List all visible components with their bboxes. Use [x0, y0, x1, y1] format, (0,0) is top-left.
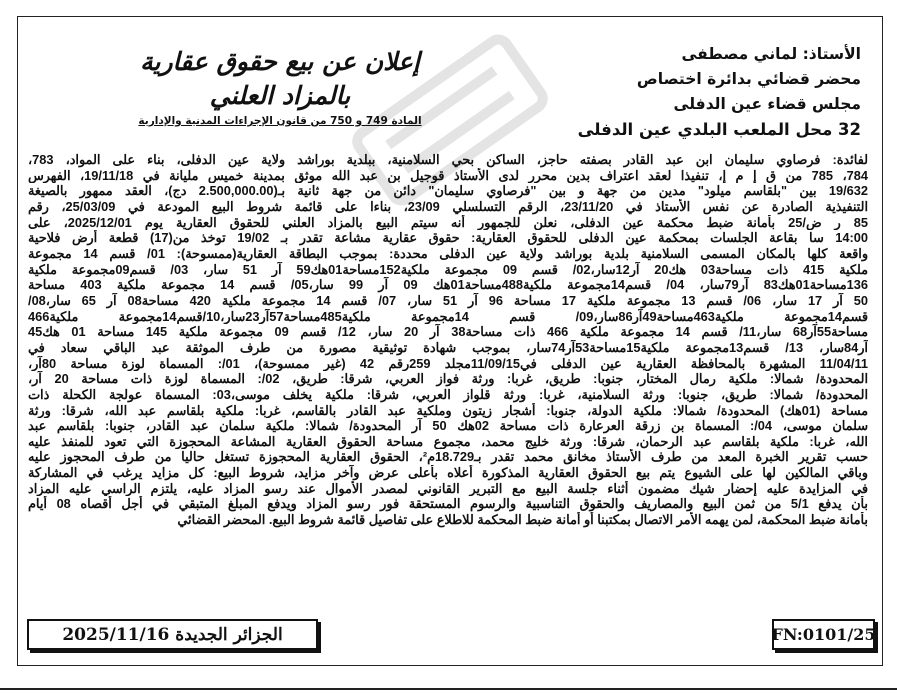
notice-body-line: حسب تقرير الخبرة المعد من طرف الأستاذ مخانق محمد تقدر بـ18.729م²، الحقوق العقارية المحجوزة تستغل حاليا من طرف المحجوز عليه — [28, 449, 868, 465]
court-jurisdiction: مجلس قضاء عين الدفلى — [673, 95, 861, 113]
notice-body-line: 11/04/11 المشهرة بالمحافظة العقارية عين الدفلى في11/09/15مجلد 259رقم 42 (غير ممسوحة)، 01/: المسماة لوزة مساحة 80آر، — [28, 355, 868, 371]
notice-body-line: بأن يدفع 5/1 من ثمن البيع والمصاريف والحقوق التناسبية والرسوم المستحقة فور رسو المزاد ويدفع المبلغ المتبقي في أجل أقصاه 08 أيام — [28, 496, 868, 512]
notice-body-line: سلمان موسى، 04/: المسماة بن زرقة العرعارة ذات مساحة 02هك 50 آر المحدودة/ شمالا: ملكية سلمان عبد القادر، جنوبا: بلقاسم عبد — [28, 418, 868, 434]
notice-title-line1: إعلان عن بيع حقوق عقارية — [140, 47, 420, 76]
notice-body-line: 50 آر 17 سار، 06/ قسم 13 مجموعة ملكية 17 مساحة 96 آر 51 سار، 07/ قسم 14 مجموعة ملكية 420 مساحة08 آر 65 سار،08/ — [28, 292, 868, 308]
notice-body-line: المحدودة/ شمالا: ملكية رمال المختار، جنوبا: طريق، غربا: ورثة فواز العربي، شرقا: طريق، 02/: المسماة لوزة ذات مساحة 20 آر، — [28, 371, 868, 387]
notice-body-line: لفائدة: فرصاوي سليمان ابن عبد القادر بصفته حاجز، الساكن بحي السلامنية، ببلدية بوراشد ولاية عين الدفلى، بناء على المواد، 783، — [28, 152, 868, 167]
bailiff-header — [531, 42, 861, 142]
notice-body-line: وباقي المالكين لها على الشيوع يتم بيع الحقوق العقارية المذكورة أعلاه بأعلى عرض وآخر مزايد، شروط البيع: كل مزايد يرغب في المشاركة — [28, 465, 868, 481]
notice-body-line: مساحة (01هك) المحدودة/ شمالا: ملكية الدولة، جنوبا: أشجار زيتون وملكية عبد القادر بالقاسم، غربا: ملكية بلقاسم عبد الله، شرقا: ورثة — [28, 402, 868, 418]
notice-body-line: آر84سار، 13/ قسم13مجموعة ملكية15مساحة53آر74سار، بموجب شهادة توثيقية مصورة من طرف الموثقة عبد الباقي سعاد في — [28, 339, 868, 355]
notice-body-line: قسم14مجموعة ملكية463مساحة49آر86سار،09/ قسم 14مجموعة ملكية485مساحة57آر23سار،10/قسم14مجموعة ملكية466 — [28, 308, 868, 324]
notice-body-line: بأمانة ضبط المحكمة، لمن يهمه الأمر الاتصال بمكتبنا أو أمانة ضبط المحكمة للاطلاع على تفاصيل قائمة شروط البيع. المحضر القضائي — [177, 512, 868, 528]
notice-body-line: 136مساحة01هك83 آر79سار، 04/ قسم14مجموعة ملكية488مساحة01هك 09 آر 99 سار،05/ قسم 14 مجموعة ملكية 403 مساحة — [28, 277, 868, 293]
notice-body-line: التنفيذية الصادرة عن نفس الأستاذ في 23/11/20، الرقم التسلسلي 23/09، بناءا على قائمة شروط البيع المودعة في 25/03/09، رقم — [28, 198, 868, 214]
bailiff-name: الأستاذ: لماني مصطفى — [681, 45, 861, 63]
bailiff-address: 32 محل الملعب البلدي عين الدفلى — [577, 120, 861, 139]
notice-body — [28, 152, 868, 584]
notice-body-line: 14:00 سا بقاعة الجلسات بمحكمة عين الدفلى للحقوق العقارية: حقوق عقارية مشاعة تقدر بـ 19/02 توخذ من(17) قطعة أرض فلاحية — [28, 230, 868, 246]
notice-body-line: مساحة55آر68 سار،11/ قسم 14 مجموعة ملكية 466 ذات مساحة38 آر 20 سار، 12/ قسم 09 مجموعة ملكية 145 مساحة 01 هك45 — [28, 324, 868, 340]
notice-body-line: 85 ر ض/25 بأمانة ضبط محكمة عين الدفلى، نعلن للجمهور أنه سيتم البيع بالمزاد العلني للحقوق العقارية يوم 2025/12/01، على — [28, 214, 868, 230]
notice-body-line: واقعة كلها بالمكان المسمى السلامنية بلدية بوراشد ولاية عين الدفلى محددة: بموجب البطاقة العقارية(ممسوحة): 01/ قسم 14 مجموعة — [28, 245, 868, 261]
notice-title-block — [105, 45, 455, 127]
notice-body-line: المحدودة/ شمالا: طريق، جنوبا: ورثة السلامنية، غربا: ورثة قلواز العربي، شرقا: ملكية يخلف موسى،03: المسماة عولجة الكحلة ذات — [28, 386, 868, 402]
notice-body-line: 784، 785 من ق إ م إ، تنفيذا لعقد اعتراف بدين محرر لدى الأستاذ قوجيل بن عبد الله موثق بمدينة خميس مليانة في 19/11/18، الفهرس — [28, 167, 868, 183]
notice-body-line: الله، غربا: ملكية بلقاسم عبد الرحمان، شرقا: ورثة خليج محمد، مجموع مساحة الحقوق العقارية المشاعة المحجوزة التي تعود للمنفذ عليه — [28, 433, 868, 449]
bailiff-role: محضر قضائي بدائرة اختصاص — [636, 70, 861, 88]
notice-title-line2: بالمزاد العلني — [209, 81, 351, 110]
page-bottom-rule — [0, 688, 897, 690]
notice-body-line: 19/632 بين "بلقاسم ميلود" مدين من جهة و بين "فرصاوي سليمان" دائن من جهة ثانية بـ(2.500,000.00 دج)، العقد ممهور بالصيغة — [28, 183, 868, 199]
file-number-box: FN:0101/25 — [772, 619, 875, 650]
law-article-reference: المادة 749 و 750 من قانون الإجراءات المدنية والإدارية — [138, 115, 422, 127]
newspaper-date-box: الجزائر الجديدة 2025/11/16 — [27, 619, 318, 650]
notice-body-line: في المزايدة عليه إحضار شيك مضمون أثناء جلسة البيع مع التبرير القانوني لمصدر الأموال عند رسو المزاد عليه، يلتزم الراسي عليه المزاد — [28, 480, 868, 496]
notice-body-line: ملكية 415 ذات مساحة03 هك20 آر12سار،02/ قسم 09 مجموعة ملكية152مساحة01هك59 آر 51 سار، 03/ قسم09مجموعة ملكية — [28, 261, 868, 277]
